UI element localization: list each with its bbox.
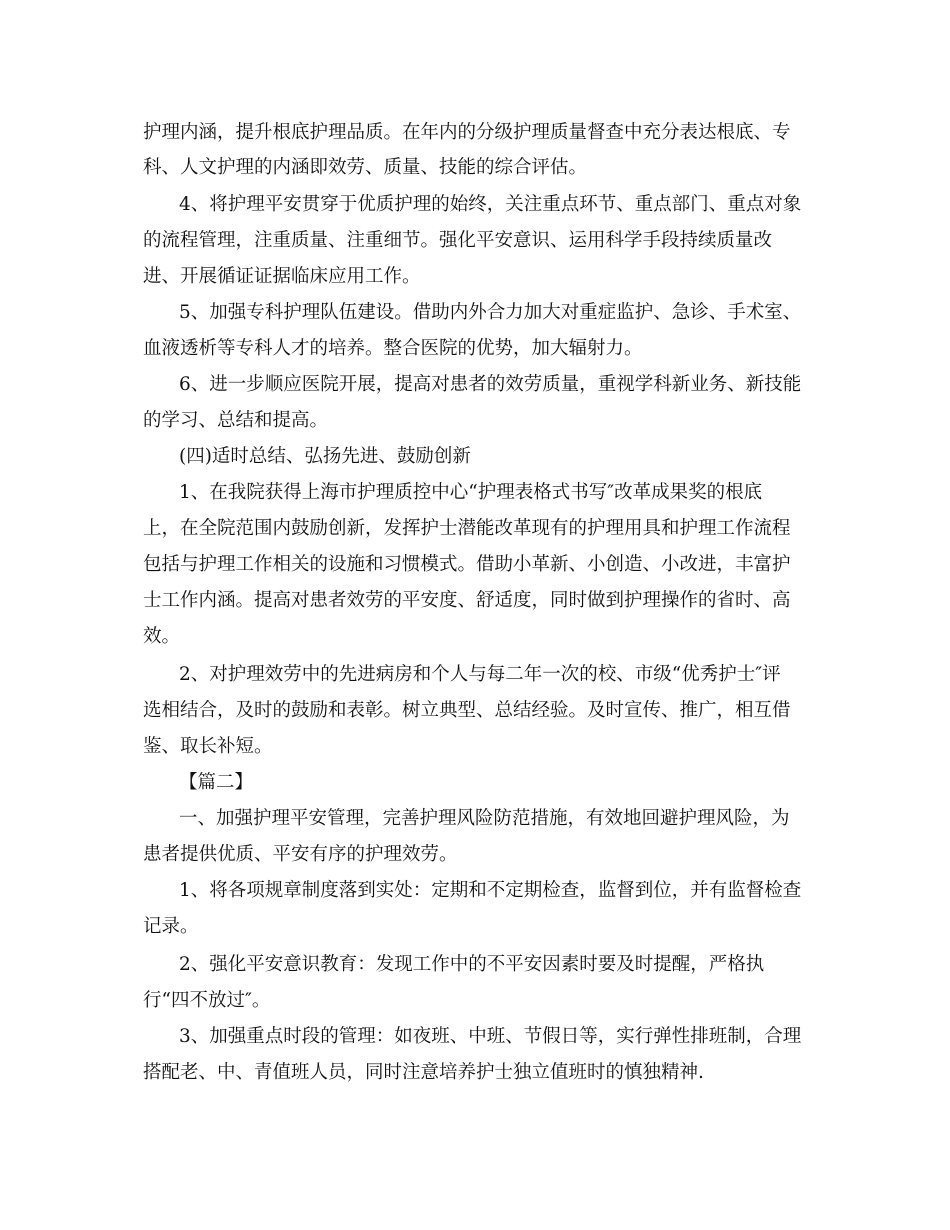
text-line: 一、加强护理平安管理，完善护理风险防范措施，有效地回避护理风险，为: [179, 808, 790, 829]
text-line: 血液透析等专科人才的培养。整合医院的优势，加大辐射力。: [143, 338, 643, 359]
text-line: 6、进一步顺应医院开展，提高对患者的效劳质量，重视学科新业务、新技能: [179, 374, 802, 395]
text-line: 包括与护理工作相关的设施和习惯模式。借助小革新、小创造、小改进，丰富护: [143, 554, 791, 575]
text-line: 鉴、取长补短。: [143, 736, 273, 757]
section-heading: (四)适时总结、弘扬先进、鼓励创新: [179, 446, 471, 467]
text-line: 的学习、总结和提高。: [143, 410, 329, 431]
text-line: 记录。: [143, 916, 199, 937]
text-line: 3、加强重点时段的管理：如夜班、中班、节假日等，实行弹性排班制，合理: [179, 1026, 802, 1047]
text-line: 患者提供优质、平安有序的护理效劳。: [143, 844, 458, 865]
text-line: 搭配老、中、青值班人员，同时注意培养护士独立值班时的慎独精神.: [143, 1062, 704, 1083]
text-line: 选相结合，及时的鼓励和表彰。树立典型、总结经验。及时宣传、推广，相互借: [143, 700, 791, 721]
text-line: 2、强化平安意识教育：发现工作中的不平安因素时要及时提醒，严格执: [179, 954, 765, 975]
text-line: 2、对护理效劳中的先进病房和个人与每二年一次的校、市级“优秀护士″评: [179, 664, 781, 685]
section-heading: 【篇二】: [179, 772, 254, 793]
text-line: 行“四不放过″。: [143, 990, 271, 1011]
text-line: 士工作内涵。提高对患者效劳的平安度、舒适度，同时做到护理操作的省时、高: [143, 590, 791, 611]
text-line: 的流程管理，注重质量、注重细节。强化平安意识、运用科学手段持续质量改: [143, 230, 773, 251]
text-line: 护理内涵，提升根底护理品质。在年内的分级护理质量督查中充分表达根底、专: [143, 122, 791, 143]
text-line: 进、开展循证证据临床应用工作。: [143, 266, 421, 287]
text-line: 科、人文护理的内涵即效劳、质量、技能的综合评估。: [143, 157, 588, 178]
text-line: 效。: [143, 626, 181, 647]
text-line: 5、加强专科护理队伍建设。借助内外合力加大对重症监护、急诊、手术室、: [179, 302, 802, 323]
text-line: 1、将各项规章制度落到实处：定期和不定期检查，监督到位，并有监督检查: [179, 880, 802, 901]
text-line: 上，在全院范围内鼓励创新，发挥护士潜能改革现有的护理用具和护理工作流程: [143, 518, 791, 539]
text-line: 4、将护理平安贯穿于优质护理的始终，关注重点环节、重点部门、重点对象: [179, 194, 802, 215]
text-line: 1、在我院获得上海市护理质控中心“护理表格式书写″改革成果奖的根底: [179, 482, 763, 503]
